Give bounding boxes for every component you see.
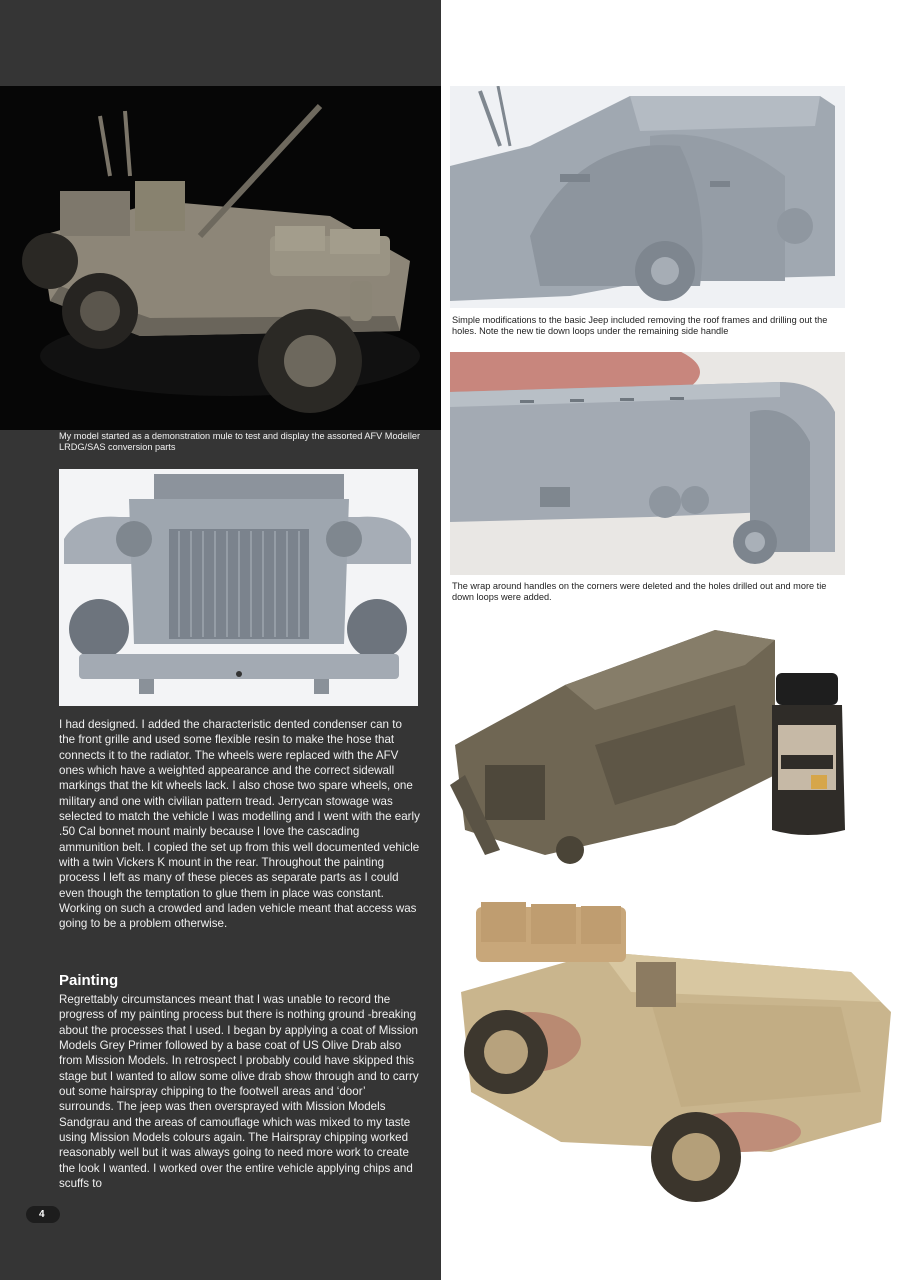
caption-photo-4: The wrap around handles on the corners were deleted and the holes drilled out and more tie down loops were added. (452, 581, 827, 602)
article-paragraph-2: Regrettably circumstances meant that I was unable to record the progress of my painting process but there is nothing ground -breaking about the processes that I used. I began by applying a coat of Mission Models Grey Primer followed by a base coat of US Olive Drab also from Mission Models. In retrospect I probably could have skipped this stage but I wanted to allow some olive drab show through and to carry out some hairspray chipping to the footwell areas and ‘door’ surrounds. The jeep was then oversprayed with Mission Models Sandgrau and the areas of camouflage which was mixed to my taste using Mission Models colours again. The Hairspray chipping worked reasonably well but it was always going to need more work to create the look I wanted. I worked over the entire vehicle applying chips and scuffs to (59, 993, 419, 1191)
jeep-illustration-1 (0, 86, 441, 430)
photo-sand-camo-jeep (441, 892, 905, 1204)
sand-camo-illustration (441, 892, 905, 1204)
olive-drab-illustration (445, 625, 865, 875)
photo-tub-side-1 (450, 86, 845, 308)
photo-tub-side-2 (450, 352, 845, 575)
caption-photo-3: Simple modifications to the basic Jeep included removing the roof frames and drilling out the holes. Note the new tie down loops under the remaining side handle (452, 315, 828, 336)
jeep-tub-illustration-1 (450, 86, 845, 308)
article-paragraph-1: I had designed. I added the characteristic dented condenser can to the front grille and used some flexible resin to make the hose that connects it to the radiator. The wheels were replaced with the AFV ones which have a weighted appearance and the correct sidewall markings that the kit wheels lack. I also chose two spare wheels, one military and one with civilian pattern tread. Jerrycan stowage was selected to match the vehicle I was modelling and I went with the early .50 Cal bonnet mount mainly because I love the cascading ammunition belt. I copied the set up from this well documented vehicle with a twin Vickers K mount in the rear. Throughout the painting process I left as many of these pieces as separate parts as I could even though the temptation to glue them in place was constant. Working on such a crowded and laden vehicle meant that access was going to be a problem otherwise. (59, 718, 420, 931)
jeep-tub-illustration-2 (450, 352, 845, 575)
photo-olive-drab-tub (445, 625, 865, 875)
photo-grille-front (59, 469, 418, 706)
photo-assembled-jeep (0, 86, 441, 430)
jeep-grille-illustration (59, 469, 418, 706)
section-heading-painting: Painting (59, 972, 119, 989)
page-number-badge: 4 (26, 1206, 60, 1223)
caption-photo-1: My model started as a demonstration mule to test and display the assorted AFV Modeller LRDG/SAS conversion parts (59, 431, 421, 452)
